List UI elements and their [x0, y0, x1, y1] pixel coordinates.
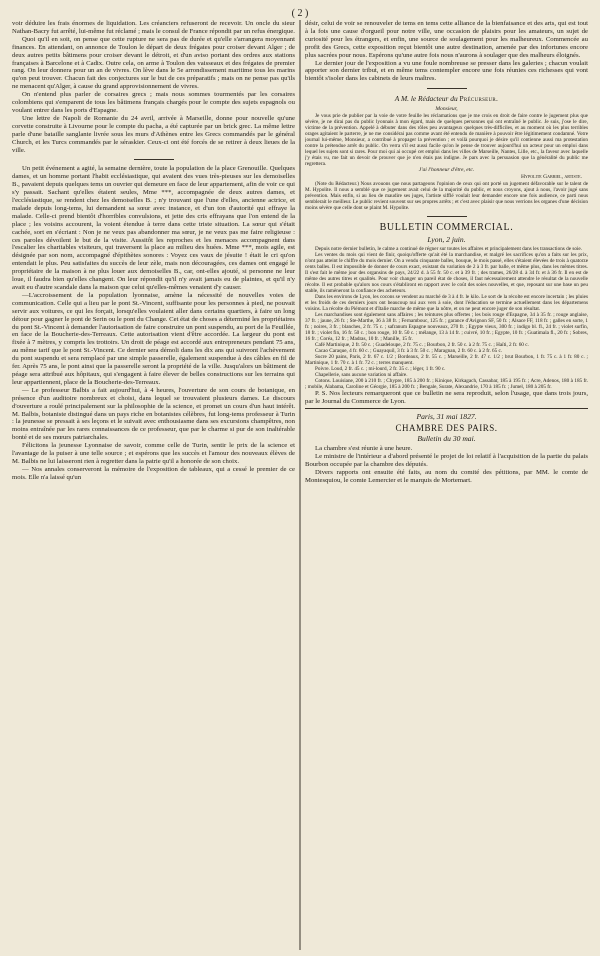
article-paragraph: — Le professeur Balbis a fait aujourd'hui, à 4 heures, l'ouverture de son cours de botanique, en présence d'un auditoire nombreux et choisi, dans lequel se trouvaient plusieurs dames. Le discours d'ouverture a roulé principalement sur la philosophie de la science, et promet un cours d'un haut intérêt. M. Balbis, botaniste distingué dans un pays riche en botanistes célèbres, fut long-tems professeur à Turin : la jeunesse se pressait à ses leçons et le suivait avec enthousiasme dans ses excursions champêtres, non moins entraînée par les rares connaissances de ce professeur, que par le charme si pur de son inaltérable bonté et de ses mœurs patriarchales. [12, 386, 295, 442]
bulletin-paragraph: Cotons. Louisiane, 200 à 210 fr. ; Chypre, 185 à 200 fr. ; Kinique, Kirkagach, Cassabar, 185 à 195 fr. ; Acre, Adenos, 180 à 185 fr. ; mobile, Alabama, Caroline et Géorgie, 185 à 200 fr. ; Bengale, Surate, Alexandrie, 170 à 185 fr. ; Jumel, 180 à 205 fr. [305, 377, 588, 390]
letter-signature: Hypolite Gabriel, artiste. [521, 173, 582, 180]
separator-rule [134, 159, 174, 160]
editor-note: (Note du Rédacteur.) Nous avouons que nous partageons l'opinion de ceux qui ont porté un jugement défavorable sur le talent de M. Hypolite. Il nous a semblé que ce jugement avait celui de la majorité du public, et nous croyons, ajout à nous, l'avoir jugé sans prévention. Mais enfin, si au lieu de maudire ses juges, l'artiste sifflé voulait leur demander encore une fois audience, ce parti nous semblerait le meilleur. Le public revient souvent sur ses propres arrêts ; et c'est avec plaisir que nous verrions les organes d'une décision moins sévère que celle dont se plaint M. Hypolite. [305, 180, 588, 211]
chamber-paragraph: Divers rapports ont ensuite été faits, au nom du comité des pétitions, par MM. le comte de Montesquiou, le comte Lemercier et le marquis de Mortemart. [305, 469, 588, 485]
letter-heading-prefix: A M. le Rédacteur du [394, 94, 458, 104]
article-paragraph: voir déduire les frais énormes de liquidation. Les créanciers refuseront de recevoir. Un oncle du sieur Nathan-Bacry fut arrêté, lui-même fut réclamé ; mais le consul de France répondit par un refus énergique. [12, 20, 295, 35]
article-paragraph: —L'accroissement de la population lyonnaise, amène la nécessité de nouvelles voies de communication. Celle qui a lieu par le pont St.-Vincent, suffisante pour les personnes à pied, ne pouvait servir aux voitures, ce qui les forçait, lorsqu'elles voulaient aller dans certains quartiers, à faire un long détour pour gagner le pont de Serin ou le pont du Change. Cet état de choses a déterminé les propriétaires du pont St.-Vincent à demander l'autorisation de faire construire un pont suspendu, au port de la Feuillée, en face de la Boucherie-des-Terreaux. Cette autorisation vient d'être accordée. La largeur du pont est fixée à 7 mètres, y compris les trottoirs. Un droit de péage est accordé aux entrepreneurs pendant 75 ans, au même tarif que le pont St.-Vincent. Ce dernier sera démoli dans les dix ans qui suivront l'achèvement du pont suspendu et sera remplacé par une simple passerelle, également suspendue à des câbles en fil de fer. Après 75 ans, le pont ainsi que la passerelle seront la propriété de la ville. Jusqu'alors un bâtiment de péage sera attribué aux hôpitaux, qui s'engagent à faire élever de belles constructions sur les terrains qui leur appartiennent, place de la Boucherie-des-Terreaux. [12, 291, 295, 386]
article-paragraph: désir, celui de voir se renouveler de tems en tems cette alliance de la bienfaisance et des arts, qui est tout à la fois une cause d'orgueil pour notre ville, une occasion de plaisirs pour les amateurs, un sujet de curiosité pour les étrangers, et enfin, une source de soulagement pour les malheureux. Commencée au profit des Grecs, cette exposition reçut bientôt une autre destination, amenée par des infortunes encore plus sacrées pour nous. Espérons qu'une autre fois nous n'aurons à soulager que des malheurs éloignés. [305, 20, 588, 59]
right-column [305, 20, 588, 950]
article-paragraph: Quoi qu'il en soit, on pense que cette rupture ne sera pas de durée et qu'elle s'arrangera moyennant finances. En attendant, on annonce de Toulon le départ de deux frégates pour croiser devant Alger ; de deux autres petits bâtimens pour croiser devant le détroit, et d'un aviso portant des ordres aux stations françaises à Barcelone et à Cadix. Outre cela, on arme à Toulon des vaisseaux et des frégates de premier rang. On leur donnera pour un an de vivres. On lève dans le 5e arrondissement maritime tous les marins qu'on peut trouver. Chacun fait des conjectures sur le but de ces préparatifs ; mais on ne pense pas qu'ils ne menacent qu'Alger, à cause du grand approvisionnement de vivres. [12, 35, 295, 91]
letter-heading-paper: Précurseur. [459, 94, 499, 104]
article-paragraph: Un petit événement a agité, la semaine dernière, toute la population de la place Grenouille. Quelques dames, et un homme portant l'habit ecclésiastique, qui avaient des vues très-pieuses sur les demoiselles B., pavaient depuis quelques tems un ouvrier qui demeure en face de leur appartement, afin de voir ce qui s'y passait. Sachant qu'elles étaient seules, Mme ***, accompagnée de deux autres dames, et l'ecclésiastique, se rendent chez les demoiselles B. ; n'y trouvant que l'une d'elles, ancienne actrice, et malade depuis long-tems, lui demandent sa sœur avec instance, et d'un ton d'autorité qui effraye la malade. Celle-ci prend bientôt d'horribles convulsions, et jette des cris effrayans que l'on entend de la place ; les voisins accourent, la voient étendue à terre dans cette triste situation. La sœur qui s'était cachée, sort en s'écriant : Non je ne veux pas abandonner ma sœur, je ne veux pas me faire religieuse : ces paroles dévoilent le but de la visite. Aussitôt les reproches et les menaces accompagnent dans l'escalier les charitables visiteurs, qui traversent la place au milieu des huées. Mme ***, mois agile, est désignée par son nom, accompagné d'épithètes sonores : Voyez ces vaux de jésuite ! était le cri qu'on entendait le plus. Peu satisfaites du succès de leur zèle, mais non découragées, ces dames ont engagé le propriétaire de la maison à ne plus louer aux demoiselles B., car, ont-elles ajouté, si personne ne leur loue, il faudra bien qu'elles changent. On leur répondit qu'il n'y avait jamais eu de plaintes, et qu'il n'y avait eu d'autre scandale dans la maison que celui qu'elles-mêmes venaient d'y causer. [12, 165, 295, 291]
letter-body: Je vous prie de publier par la voie de votre feuille les réclamations que je me crois en droit de faire contre le jugement plus que sévère, je ne dirai pas du public lyonnais à mon égard, mais de quelques personnes qui ont entraîné le public. Je suis, j'ose le dire, victime de la prévention. Appelé à débuter dans des rôles peu avantageux quelques très-difficiles, et au moment où les plus terribles orages agitaient le parterre, je ne me considérai pas comme avant été entendu de manière à pouvoir être légitimement condamné. Votre journal lui-même, Monsieur, a contribué à propager la prévention ; et voilà pourquoi je désire qu'il contienne aussi ma protestation contre la prétendue arrêt du public. On verra s'il est aussi facile qu'on le pense de trouver aujourd'hui un acteur pour un emploi dans lequel les sujets sont si rares. Pour moi qui ai occupé cet emploi dans les villes de Marseille, Nantes, Lille, etc., la faveur avec laquelle j'y étais vu, me fait un devoir de prouver que je n'en étais pas indigne. Je pars avec la persuasion que la généralité du public me regrettera. [305, 113, 588, 168]
bulletin-title: BULLETIN COMMERCIAL. [379, 221, 514, 233]
bulletin-paragraph: Les marchandises sont également sans affaires ; les teintures plus offertes ; les bois rouge d'Espagne, 34 à 35 fr. ; rouge anglaise, 37 fr. ; jaune, 26 fr. ; Ste-Marthe, 36 à 38 fr. ; Fernambouc, 125 fr. ; garance d'Avignon SF, 50 fr. ; Alsace FF, 118 fr. ; galles en sorte, 1 fr. ; noires, 3 fr. ; blanches, 2 fr. 75 c. ; safranum Espagne nouveaux, 270 fr. ; Egypte vieux, 300 fr. ; indigo bl. fl., 24 fr. ; violet surfin, 18 fr. ; violet fin, 16 fr. 50 c. ; bon rouge, 10 fr. 50 c. ; mélange, 13 à 14 fr. ; cuivré, 10 fr. ; Egypte, 10 fr. ; Guatimala fl., 20 fr. ; Sobres, 16 fr. ; Coréa, 12 fr. ; Madras, 10 fr. ; Manille, 15 fr. [305, 311, 588, 342]
column-divider [300, 20, 301, 950]
article-paragraph: — Nos annales conserveront la mémoire de l'exposition de tableaux, qui a cessé le premier de ce mois. Elle n'a laissé qu'un [12, 465, 295, 481]
bulletin-paragraph: Chapellerie, sans aucune variation ni affaire. [315, 371, 408, 378]
letter-salutation: Monsieur, [435, 106, 458, 113]
chamber-subtitle: Bulletin du 30 mai. [417, 434, 476, 444]
page-number: ( 2 ) [291, 8, 309, 19]
separator-rule [427, 88, 467, 89]
separator-rule [305, 408, 588, 409]
bulletin-paragraph: Depuis notre dernier bulletin, le calme a continué de régner sur toutes les affaires et principalement dans les transactions de soie. [315, 245, 582, 252]
columns [12, 20, 588, 950]
bulletin-paragraph: Sucre 20 pains, Paris, 2 fr. 67 c. 1/2 ; Bordeaux, 2 fr. 55 c. ; Marseille, 2 fr. 47 c. 1/2 ; brut Bourbon, 1 fr. 75 c. à 1 fr. 80 c. ; Martinique, 1 fr. 70 c. à 1 fr. 72 c. ; terres manquent. [305, 353, 588, 366]
chamber-paragraph: La chambre s'est réunie à une heure. [315, 445, 413, 453]
bulletin-paragraph: Cacao Caraque, 4 fr. 60 c. ; Guayaquil, 3 fr. à 3 fr. 50 c. ; Maragnan, 2 fr. 60 c. à 2 fr. 65 c. [315, 347, 503, 354]
chamber-title: CHAMBRE DES PAIRS. [395, 423, 498, 434]
bulletin-paragraph: Poivre. Loud, 2 fr. 45 c. ; mi-lourd, 2 fr. 35 c. ; léger, 1 fr. 90 c. [315, 365, 446, 372]
article-paragraph: On n'entend plus parler de corsaires grecs ; mais nous sommes tourmentés par les corsaires colombiens qui s'emparent de tous les bâtimens français chargés pour le compte des sujets espagnols ou voulant entrer dans les ports d'Espagne. [12, 91, 295, 114]
bulletin-paragraph: Les ventes du mois qui vient de finir, quoiqu'offerte qu'ait été la marchandise, et malgré les sacrifices qu'on a faits sur les prix, n'ont pas atteint le chiffre du mois dernier. On a vendu cinquante balles, bouque, le mois passé, elles s'étaient élevées de trois à quatorze cents balles. Il est impossible de donner de cours exact, existant du variation de 2 à 3 fr. par balle, et même plus, dans les mêmes titres. Il s'est fait le même jour des organsins de pays, 24/22 d. à 55 fr. 50 c. et à 39 fr. ; des trames, 26/28 d. à 34 fr. et à 36 fr. Il en est de même des autres titres et qualités. Pour voir changer un pareil état de choses, il faut nécessairement attendre le résultat de la nouvelle récolte. Il est probable qu'alors nos cours s'établiront en rapport avec le coût des soies nouvelles, et que, reposant sur une base un peu stable, ils ramèneront la confiance des acheteurs. [305, 251, 588, 294]
left-column [12, 20, 295, 950]
article-paragraph: Le dernier jour de l'exposition a vu une foule nombreuse se presser dans les galeries ; chacun voulait apporter son dernier tribut, et en même tems contempler encore une fois réunies ces richesses qui vont bientôt s'isoler dans les cabinets de leurs maîtres. [305, 59, 588, 83]
paris-dateline: Paris, 31 mai 1827. [416, 412, 477, 422]
letter-heading [305, 94, 588, 104]
article-paragraph: Une lettre de Napoli de Romanie du 24 avril, arrivée à Marseille, donne pour nouvelle qu'une corvette construite à Livourne pour le compte du pacha, a été capturée par un brick grec. La même lettre parle d'une bataille sanglante livrée sous les murs d'Athènes entre les Grecs commandés par le général Church, et les Turcs commandés par le séraskier. Ceux-ci ont été forcés de se retirer à deux lieues de la ville. [12, 114, 295, 154]
letter-closing: J'ai l'honneur d'être, etc. [418, 167, 475, 174]
bulletin-paragraph: Dans les environs de Lyon, les cocons se vendent au marché de 3 à 4 fr. le kilo. Le sort de la récolte est encore incertain ; les pluies et les froids de ces derniers jours ont beaucoup nui aux vers à soie, dont l'éducation se termine actuellement dans les départemens voisins. La récolte du Piémont et d'Italie marche de même que la nôtre, et on ne peut encore juger de son résultat. [305, 293, 588, 312]
article-paragraph: Félicitons la jeunesse Lyonnaise de savoir, comme celle de Turin, sentir le prix de la science et l'avantage de la puiser à une telle source ; et espérons que les succès et l'amour des nouveaux élèves de M. Balbis ne lui laisseront rien à regretter dans la patrie qu'il a honorée de son choix. [12, 442, 295, 465]
separator-rule [427, 216, 467, 217]
bulletin-date: Lyon, 2 juin. [427, 234, 466, 244]
chamber-paragraph: Le ministre de l'intérieur a d'abord présenté le projet de loi relatif à l'acquisition de la partie du palais Bourbon occupée par la chambre des députés. [305, 453, 588, 469]
bulletin-paragraph: Café Martinique, 2 fr. 50 c. ; Guadeloupe, 2 fr. 75 c. ; Bourbon, 2 fr. 50 c. à 2 fr. 75 c. ; Haïti, 2 fr. 60 c. [315, 341, 529, 348]
bulletin-postscript: P. S. Nos lecteurs remarqueront que ce bulletin ne sera reproduit, selon l'usage, que dans trois jours, par le Journal du Commerce de Lyon. [305, 389, 588, 405]
